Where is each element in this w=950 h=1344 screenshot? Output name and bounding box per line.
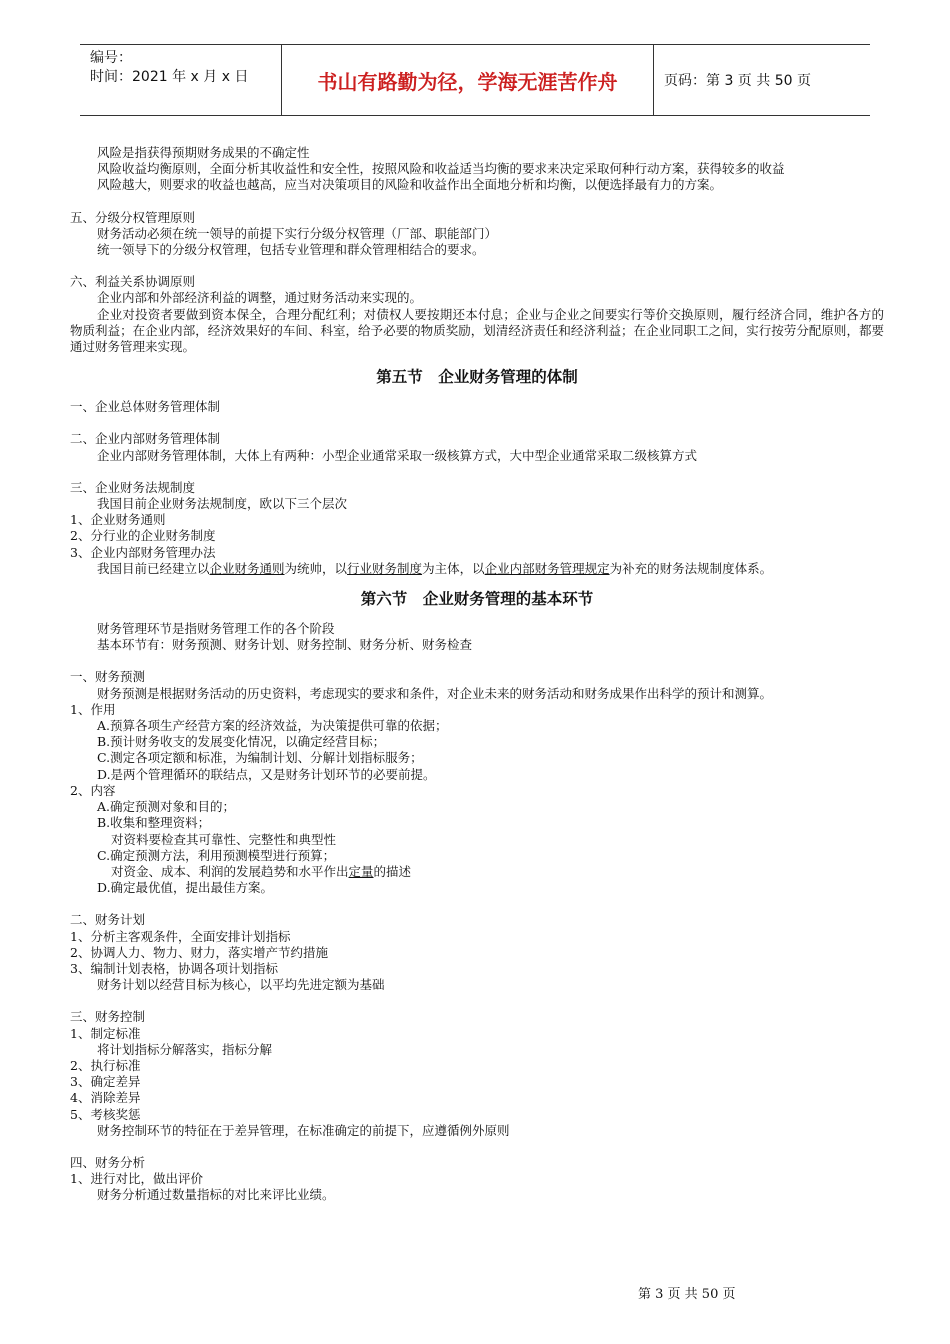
list-item: 1、制定标准 — [70, 1025, 141, 1041]
paragraph: 财务管理环节是指财务管理工作的各个阶段 — [97, 621, 335, 637]
section-heading: 四、财务分析 — [70, 1154, 146, 1170]
page-footer: 第 3 页 共 50 页 — [638, 1287, 736, 1302]
paragraph: 企业内部财务管理体制，大体上有两种：小型企业通常采取一级核算方式，大中型企业通常采取二级核算方式 — [97, 447, 698, 463]
paragraph: 企业对投资者要做到资本保全，合理分配红利；对债权人要按期还本付息；企业与企业之间要实行等价交换原则，履行经济合同，维护各方的物质利益；在企业内部，经济效果好的车间、科室，给予必要的物质奖励，划清经济责任和经济利益；在企业同职工之间，实行按劳分配原则，都要通过财务管理来实现。 — [70, 306, 884, 355]
list-item: 3、编制计划表格，协调各项计划指标 — [70, 960, 278, 976]
paragraph: 将计划指标分解落实，指标分解 — [97, 1041, 273, 1057]
paragraph: 对资金、成本、利润的发展趋势和水平作出定量的描述 — [111, 863, 412, 879]
list-item: 2、协调人力、物力、财力，落实增产节约措施 — [70, 944, 328, 960]
list-item: 1、企业财务通则 — [70, 512, 166, 528]
paragraph: 我国目前企业财务法规制度，欧以下三个层次 — [97, 496, 348, 512]
list-item: C.确定预测方法，利用预测模型进行预算； — [97, 847, 336, 863]
paragraph: 风险收益均衡原则，全面分析其收益性和安全性，按照风险和收益适当均衡的要求来决定采取何种行动方案，获得较多的收益 — [97, 161, 785, 177]
paragraph: 财务活动必须在统一领导的前提下实行分级分权管理（厂部、职能部门） — [97, 225, 498, 241]
list-item: 2、内容 — [70, 782, 116, 798]
section-heading: 六、利益关系协调原则 — [70, 274, 196, 290]
list-item: 2、分行业的企业财务制度 — [70, 528, 216, 544]
list-item: D.确定最优值，提出最佳方案。 — [97, 880, 274, 896]
code-label: 编号： — [90, 50, 132, 66]
section-heading: 二、财务计划 — [70, 912, 146, 928]
paragraph: 风险是指获得预期财务成果的不确定性 — [97, 145, 310, 160]
paragraph: 财务分析通过数量指标的对比来评比业绩。 — [97, 1187, 335, 1203]
section-heading: 三、企业财务法规制度 — [70, 479, 196, 495]
section-heading: 一、财务预测 — [70, 669, 146, 685]
paragraph: 财务预测是根据财务活动的历史资料，考虑现实的要求和条件，对企业未来的财务活动和财务成果作出科学的预计和测算。 — [97, 685, 773, 701]
list-item: A.确定预测对象和目的； — [97, 799, 236, 815]
list-item: A.预算各项生产经营方案的经济效益，为决策提供可靠的依据； — [97, 718, 448, 734]
list-item: 2、执行标准 — [70, 1057, 141, 1073]
list-item: B.预计财务收支的发展变化情况，以确定经营目标； — [97, 734, 386, 750]
page-header — [80, 44, 870, 116]
section-heading: 二、企业内部财务管理体制 — [70, 431, 221, 447]
list-item: 1、进行对比，做出评价 — [70, 1171, 203, 1187]
document-body — [70, 145, 884, 1204]
list-item: 1、分析主客观条件，全面安排计划指标 — [70, 928, 291, 944]
list-item: 3、确定差异 — [70, 1074, 141, 1090]
list-item: C.测定各项定额和标准，为编制计划、分解计划指标服务； — [97, 750, 423, 766]
header-page-label: 页码：第 3 页 共 50 页 — [664, 73, 811, 89]
paragraph: 风险越大，则要求的收益也越高，应当对决策项目的风险和收益作出全面地分析和均衡，以便选择最有力的方案。 — [97, 177, 723, 193]
chapter-heading: 第六节 企业财务管理的基本环节 — [360, 590, 594, 609]
paragraph: 财务控制环节的特征在于差异管理，在标准确定的前提下，应遵循例外原则 — [97, 1122, 510, 1138]
list-item: 5、考核奖惩 — [70, 1106, 141, 1122]
paragraph: 财务计划以经营目标为核心，以平均先进定额为基础 — [97, 977, 385, 993]
section-heading: 三、财务控制 — [70, 1009, 146, 1025]
header-motto: 书山有路勤为径，学海无涯苦作舟 — [282, 45, 654, 115]
time-label: 时间：2021 年 x 月 x 日 — [90, 69, 249, 85]
list-item: 1、作用 — [70, 701, 116, 717]
paragraph: 对资料要检查其可靠性、完整性和典型性 — [111, 831, 337, 847]
section-heading: 五、分级分权管理原则 — [70, 209, 196, 225]
section-heading: 一、企业总体财务管理体制 — [70, 399, 221, 415]
paragraph: 企业内部和外部经济利益的调整，通过财务活动来实现的。 — [97, 290, 423, 306]
list-item: 3、企业内部财务管理办法 — [70, 544, 216, 560]
paragraph: 我国目前已经建立以企业财务通则为统帅，以行业财务制度为主体，以企业内部财务管理规定为补充的财务法规制度体系。 — [97, 560, 773, 576]
chapter-heading: 第五节 企业财务管理的体制 — [376, 368, 578, 387]
list-item: 4、消除差异 — [70, 1090, 141, 1106]
header-meta — [80, 45, 282, 115]
list-item: B.收集和整理资料； — [97, 815, 211, 831]
paragraph: 基本环节有：财务预测、财务计划、财务控制、财务分析、财务检查 — [97, 637, 473, 653]
list-item: D.是两个管理循环的联结点，又是财务计划环节的必要前提。 — [97, 766, 436, 782]
paragraph: 统一领导下的分级分权管理，包括专业管理和群众管理相结合的要求。 — [97, 242, 485, 258]
